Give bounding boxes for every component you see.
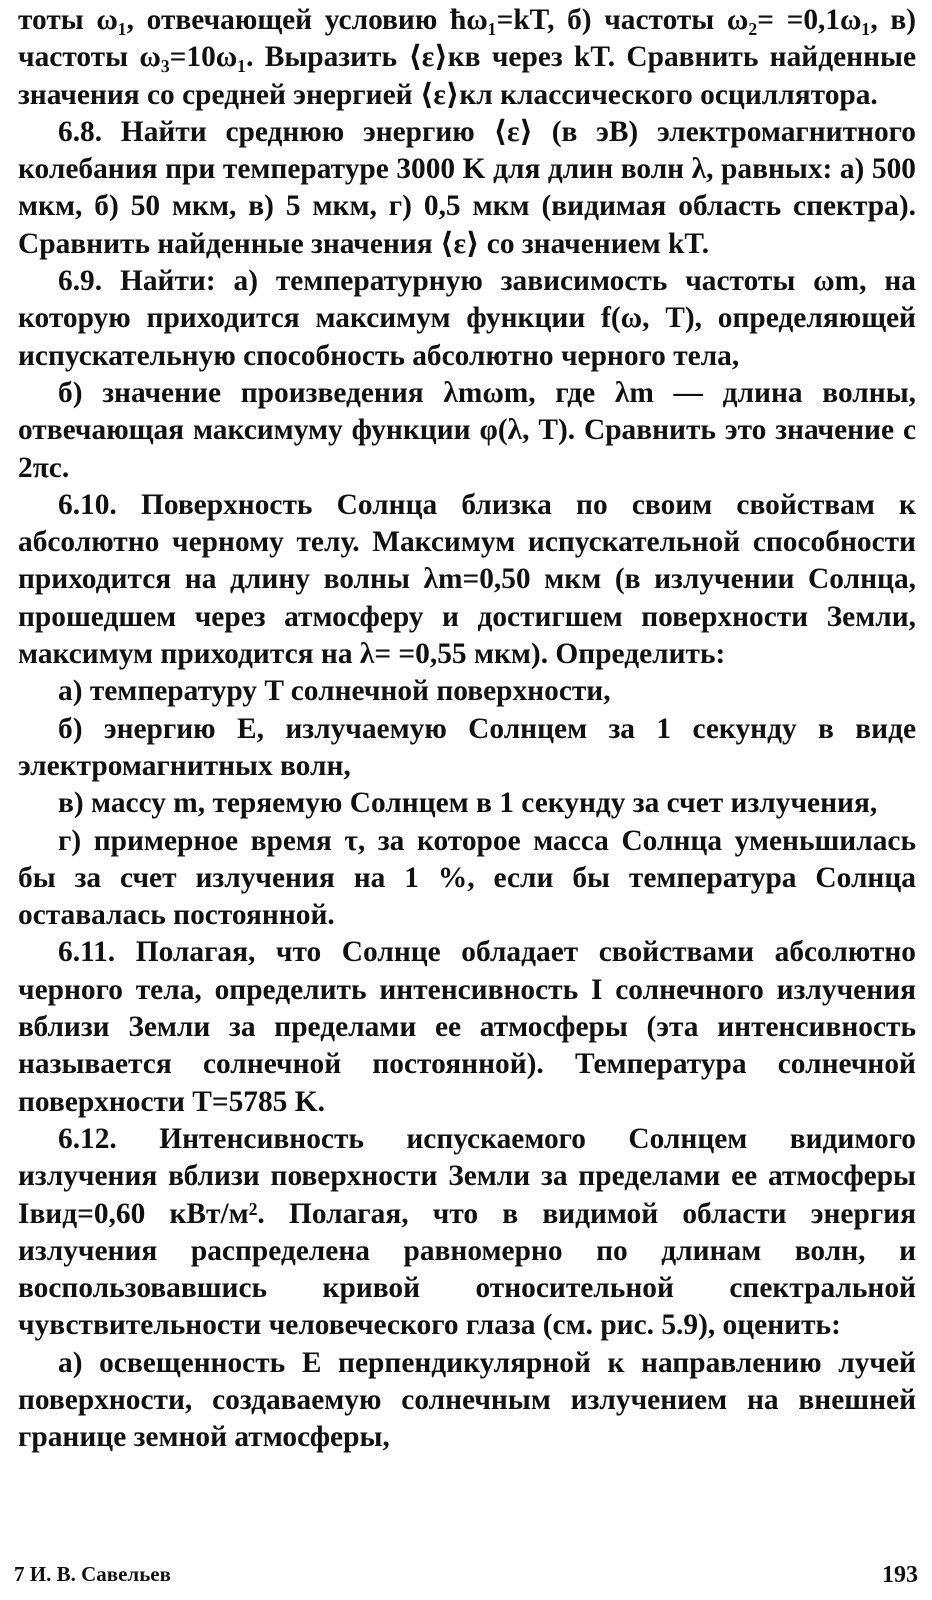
paragraph bbox=[18, 1121, 916, 1345]
paragraph bbox=[18, 375, 916, 487]
paragraph-text: в) массу m, теряемую Солнцем в 1 секунду за счет излучения, bbox=[58, 787, 878, 820]
problem-label: 6.10. bbox=[58, 488, 117, 521]
problem-label: 6.12. bbox=[58, 1122, 117, 1155]
paragraph-text: Полагая, что Солнце обладает свойствами абсолютно черного тела, определить интенсивность I солнечного излучения вблизи Земли за пределами ее атмосферы (эта интенсивность называется солнечной постоянной). Температура солнечной поверхности T=5785 K. bbox=[18, 936, 916, 1118]
paragraph bbox=[18, 1345, 916, 1457]
paragraph bbox=[18, 785, 916, 822]
paragraph-text: тоты ω₁, отвечающей условию ħω₁=kT, б) частоты ω₂= =0,1ω₁, в) частоты ω₃=10ω₁. Выразить ⟨ε⟩кв через kT. Сравнить найденные значения со средней энергией ⟨ε⟩кл классического осциллятора. bbox=[18, 4, 916, 111]
paragraph-text: г) примерное время τ, за которое масса Солнца уменьшилась бы за счет излучения на 1 %, если бы температура Солнца оставалась постоянной. bbox=[18, 824, 916, 932]
paragraph-text: Найти среднюю энергию ⟨ε⟩ (в эВ) электромагнитного колебания при температуре 3000 K для длин волн λ, равных: а) 500 мкм, б) 50 мкм, в) 5 мкм, г) 0,5 мкм (видимая область спектра). Сравнить найденные значения ⟨ε⟩ со значением kT. bbox=[18, 115, 916, 260]
paragraph-text: а) освещенность E перпендикулярной к направлению лучей поверхности, создаваемую солнечным излучением на внешней границе земной атмосферы, bbox=[18, 1346, 916, 1454]
paragraph-text: Интенсивность испускаемого Солнцем видимого излучения вблизи поверхности Земли за пределами ее атмосферы Iвид=0,60 кВт/м². Полагая, что в видимой области энергия излучения распределена равномерно по длинам волн, и воспользовавшись кривой относительной спектральной чувствительности человеческого глаза (см. рис. 5.9), оценить: bbox=[18, 1122, 916, 1342]
page-number: 193 bbox=[882, 1562, 918, 1588]
paragraph-text: а) температуру T солнечной поверхности, bbox=[58, 675, 611, 708]
paragraph bbox=[18, 934, 916, 1120]
paragraph bbox=[18, 487, 916, 673]
paragraph bbox=[18, 673, 916, 710]
printer-signature: 7 И. В. Савельев bbox=[14, 1562, 171, 1586]
problem-label: 6.11. bbox=[58, 936, 116, 969]
problem-label: 6.8. bbox=[58, 115, 103, 148]
paragraph-text: б) значение произведения λmωm, где λm — длина волны, отвечающая максимуму функции φ(λ, T). Сравнить это значение с 2πc. bbox=[18, 376, 916, 484]
paragraph-text: Найти: а) температурную зависимость частоты ωm, на которую приходится максимум функции f(ω, T), определяющей испускательную способность абсолютно черного тела, bbox=[18, 265, 916, 372]
paragraph-text: б) энергию E, излучаемую Солнцем за 1 секунду в виде электромагнитных волн, bbox=[18, 712, 916, 782]
paragraph bbox=[18, 263, 916, 375]
paragraph bbox=[18, 823, 916, 935]
paragraph-text: Поверхность Солнца близка по своим свойствам к абсолютно черному телу. Максимум испускательной способности приходится на длину волны λm=0,50 мкм (в излучении Солнца, прошедшем через атмосферу и достигшем поверхности Земли, максимум приходится на λ= =0,55 мкм). Определить: bbox=[18, 488, 916, 671]
page-text bbox=[18, 2, 916, 1457]
paragraph bbox=[18, 711, 916, 786]
problem-label: 6.9. bbox=[58, 265, 103, 298]
paragraph bbox=[18, 2, 916, 114]
paragraph bbox=[18, 114, 916, 263]
